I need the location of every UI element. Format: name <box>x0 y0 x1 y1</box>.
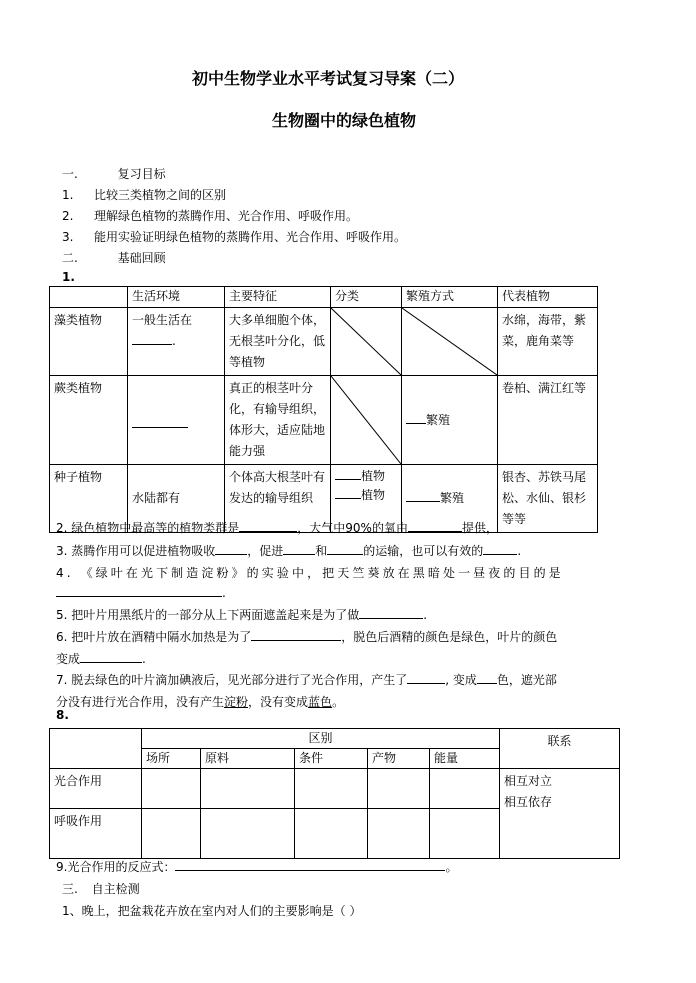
environment-cell[interactable] <box>128 376 225 465</box>
examples-cell: 卷柏、满江红等 <box>498 376 598 465</box>
answer-cell[interactable] <box>368 769 430 809</box>
table-header-cell: 原料 <box>201 749 295 769</box>
question-text: 变成 <box>56 652 81 666</box>
list-item <box>62 228 406 245</box>
list-item-number: 2. <box>62 209 74 223</box>
underlined-answer: 蓝色 <box>308 695 333 709</box>
question-8: 8. <box>56 708 69 722</box>
question-number: 1. <box>62 270 75 284</box>
list-item <box>62 186 226 203</box>
section-heading <box>62 165 166 182</box>
answer-cell[interactable] <box>201 809 295 859</box>
table-group-header: 区别 <box>142 729 500 749</box>
fill-blank[interactable] <box>407 683 445 684</box>
fill-blank[interactable] <box>408 531 462 532</box>
answer-cell[interactable] <box>142 809 201 859</box>
list-item-text: 理解绿色植物的蒸腾作用、光合作用、呼吸作用。 <box>94 209 359 223</box>
section-title: 复习目标 <box>117 167 166 181</box>
question-text: ，促进 <box>247 544 284 558</box>
fill-blank[interactable]: . <box>132 331 220 352</box>
table-header-row <box>50 729 620 749</box>
relation-cell <box>500 769 620 859</box>
classification-line <box>335 467 397 486</box>
feature-cell: 真正的根茎叶分化，有输导组织，体形大，适应陆地能力强 <box>225 376 331 465</box>
feature-cell: 大多单细胞个体，无根茎叶分化，低等植物 <box>225 308 331 376</box>
question-text: 5. 把叶片用黑纸片的一部分从上下两面遮盖起来是为了做 <box>56 608 360 622</box>
table-header-row <box>50 287 598 308</box>
plant-group-name: 藻类植物 <box>50 308 128 376</box>
table-header-cell <box>50 287 128 308</box>
table-row <box>50 308 598 376</box>
answer-cell[interactable] <box>430 769 500 809</box>
relation-text: 相互依存 <box>504 795 553 809</box>
plant-group-name: 种子植物 <box>50 465 128 533</box>
question-text: 2. 绿色植物中最高等的植物类群是 <box>56 521 240 535</box>
process-name: 呼吸作用 <box>50 809 142 859</box>
answer-cell[interactable] <box>201 769 295 809</box>
section-title: 基础回顾 <box>117 251 166 265</box>
table-header-cell: 繁殖方式 <box>402 287 498 308</box>
question-text: 分没有进行光合作用，没有产生 <box>56 695 225 709</box>
list-item-number: 3. <box>62 230 74 244</box>
table-row <box>50 376 598 465</box>
table-header-cell: 生活环境 <box>128 287 225 308</box>
photosynthesis-respiration-table <box>49 728 620 859</box>
examples-cell: 银杏、苏铁马尾松、水仙、银杉等等 <box>498 465 598 533</box>
classification-line <box>335 486 397 505</box>
question-3 <box>56 542 521 559</box>
question-text: . <box>517 544 522 558</box>
section-title: 自主检测 <box>91 882 140 896</box>
question-4 <box>56 564 564 581</box>
fill-blank[interactable] <box>283 554 315 555</box>
question-text: 。 <box>445 860 458 874</box>
fill-blank[interactable] <box>483 554 517 555</box>
section-number: 三. <box>62 882 78 896</box>
fill-blank[interactable] <box>335 479 361 480</box>
document-subtitle: 生物圈中的绿色植物 <box>272 111 417 130</box>
reproduction-text: 繁殖 <box>440 491 465 505</box>
question-10: 1、晚上，把盆栽花卉放在室内对人们的主要影响是（ ） <box>62 904 362 918</box>
crossed-out-cell <box>331 308 402 376</box>
fill-blank[interactable] <box>132 427 188 428</box>
process-name: 光合作用 <box>50 769 142 809</box>
section-heading <box>62 249 166 266</box>
table-header-cell: 条件 <box>295 749 368 769</box>
question-text: 和 <box>315 544 328 558</box>
fill-blank[interactable] <box>406 501 440 502</box>
fill-blank[interactable] <box>359 618 423 619</box>
question-text: 色，遮光部 <box>496 673 557 687</box>
crossed-out-cell <box>331 376 402 465</box>
table-header-cell: 产物 <box>368 749 430 769</box>
plant-group-name: 蕨类植物 <box>50 376 128 465</box>
answer-cell[interactable] <box>295 809 368 859</box>
reproduction-text: 繁殖 <box>426 412 451 427</box>
reproduction-cell <box>402 376 498 465</box>
question-4-answer <box>56 586 226 600</box>
classification-text: 植物 <box>361 488 386 502</box>
fill-blank[interactable] <box>215 554 247 555</box>
table-row <box>50 769 620 809</box>
fill-blank[interactable] <box>327 554 363 555</box>
question-6-cont <box>56 650 146 667</box>
question-2 <box>56 519 498 536</box>
relation-text: 相互对立 <box>504 774 553 788</box>
list-item-text: 能用实验证明绿色植物的蒸腾作用、光合作用、呼吸作用。 <box>94 230 407 244</box>
question-text: 的运输，也可以有效的 <box>363 544 484 558</box>
answer-cell[interactable] <box>142 769 201 809</box>
section-number: 二. <box>62 251 78 265</box>
classification-text: 植物 <box>361 469 386 483</box>
question-7-cont <box>56 693 344 710</box>
question-text: . <box>222 586 226 600</box>
table-header-cell: 能量 <box>430 749 500 769</box>
question-text: ，脱色后酒精的颜色是绿色，叶片的颜色 <box>341 630 558 644</box>
fill-blank[interactable] <box>56 596 222 597</box>
environment-cell: 水陆都有 <box>128 465 225 533</box>
fill-blank[interactable] <box>239 531 297 532</box>
list-item <box>62 207 358 224</box>
question-text: . <box>423 608 428 622</box>
section-heading <box>62 880 140 897</box>
question-text: . <box>142 652 146 666</box>
question-text: 6. 把叶片放在酒精中隔水加热是为了 <box>56 630 252 644</box>
table-header-cell: 场所 <box>142 749 201 769</box>
question-7 <box>56 671 557 688</box>
question-5 <box>56 606 427 623</box>
answer-cell[interactable] <box>295 769 368 809</box>
answer-cell[interactable] <box>430 809 500 859</box>
table-header-cell: 分类 <box>331 287 402 308</box>
fill-blank[interactable] <box>335 498 361 499</box>
question-text: 提供， <box>461 521 498 535</box>
question-text: 。 <box>332 695 345 709</box>
question-text: ，没有变成 <box>248 695 309 709</box>
fill-blank[interactable] <box>477 683 497 684</box>
question-text: 4. 《绿叶在光下制造淀粉》的实验中，把天竺葵放在黑暗处一昼夜的目的是 <box>56 566 564 580</box>
table-corner-cell <box>50 729 142 769</box>
table-header-cell: 主要特征 <box>225 287 331 308</box>
list-item-text: 比较三类植物之间的区别 <box>94 188 227 202</box>
question-text: ，大气中90%的氧由 <box>297 521 408 535</box>
environment-cell <box>128 308 225 376</box>
plant-comparison-table <box>49 286 598 533</box>
question-9 <box>56 858 457 875</box>
fill-blank[interactable] <box>80 662 142 663</box>
fill-blank[interactable] <box>175 870 445 871</box>
question-text: 7. 脱去绿色的叶片滴加碘液后，见光部分进行了光合作用，产生了 <box>56 673 408 687</box>
list-item-number: 1. <box>62 188 74 202</box>
section-number: 一. <box>62 167 78 181</box>
fill-blank[interactable] <box>251 640 341 641</box>
question-text: , 变成 <box>445 673 477 687</box>
question-text: 3. 蒸腾作用可以促进植物吸收 <box>56 544 216 558</box>
question-text: 9.光合作用的反应式： <box>56 860 176 874</box>
question-6 <box>56 628 557 645</box>
crossed-out-cell <box>402 308 498 376</box>
document-title: 初中生物学业水平考试复习导案（二） <box>192 69 465 88</box>
examples-cell: 水绵，海带，紫菜，鹿角菜等 <box>498 308 598 376</box>
environment-text: 一般生活在 <box>132 313 193 327</box>
answer-cell[interactable] <box>368 809 430 859</box>
table-header-cell: 联系 <box>500 729 620 769</box>
underlined-answer: 淀粉 <box>224 695 249 709</box>
fill-blank[interactable] <box>406 423 426 424</box>
table-header-cell: 代表植物 <box>498 287 598 308</box>
feature-cell: 个体高大根茎叶有发达的输导组织 <box>225 465 331 533</box>
